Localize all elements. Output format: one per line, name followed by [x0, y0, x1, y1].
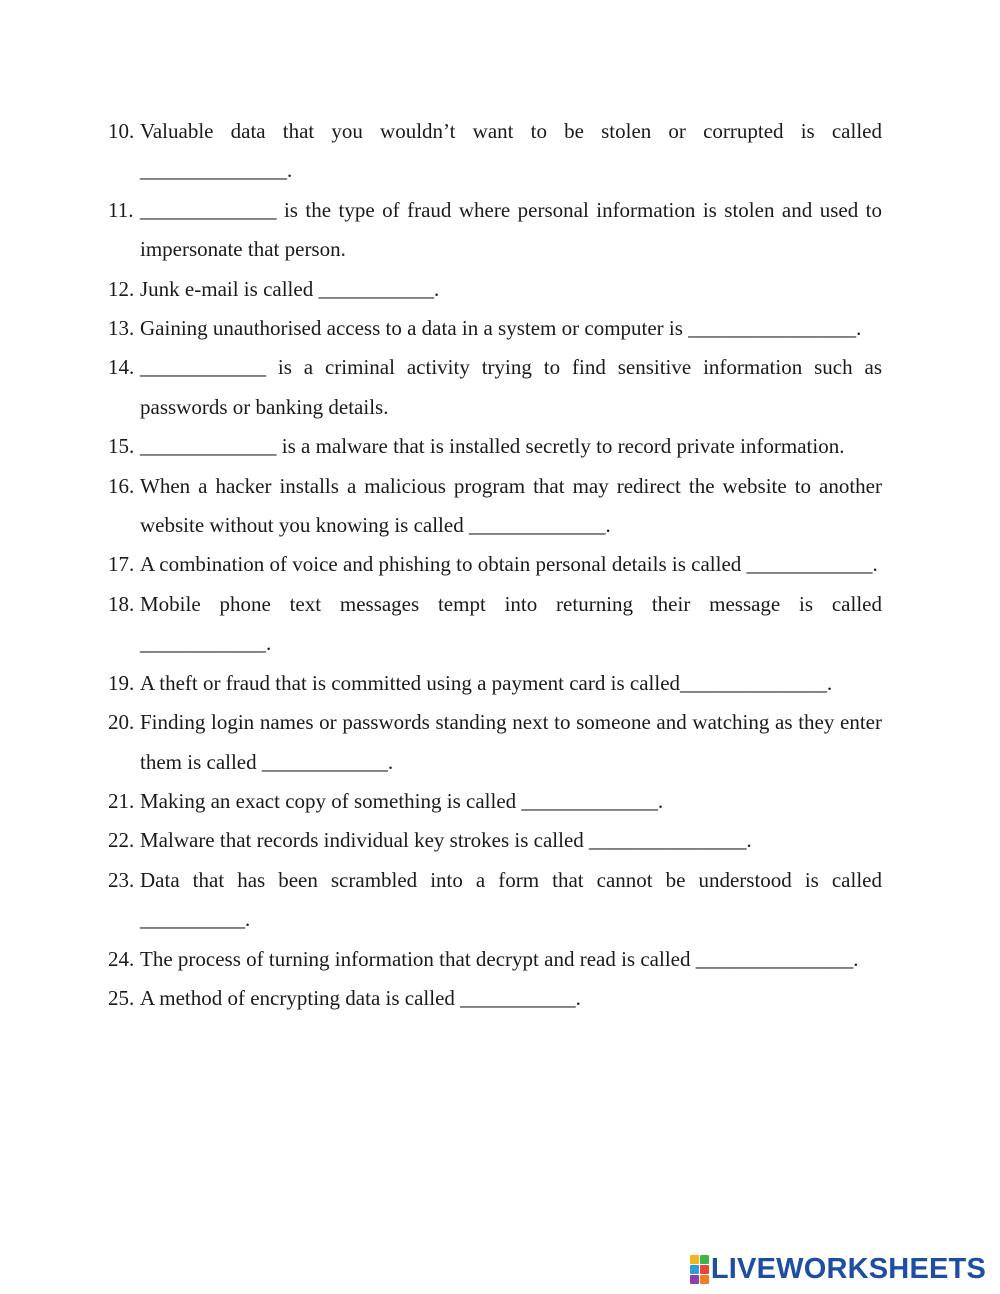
question-number: 14.: [108, 355, 135, 380]
question-item: [108, 782, 882, 821]
question-item: [108, 348, 882, 427]
question-text: Malware that records individual key strokes is called _______________.: [140, 828, 752, 853]
question-number: 16.: [108, 473, 135, 498]
question-number: 15.: [108, 434, 135, 459]
question-item: [108, 112, 882, 191]
question-item: [108, 821, 882, 860]
question-text: _____________ is the type of fraud where personal information is stolen and used to impersonate that person.: [140, 197, 882, 262]
question-text: Making an exact copy of something is called _____________.: [140, 788, 664, 813]
question-item: [108, 979, 882, 1018]
question-number: 12.: [108, 276, 135, 301]
question-text: ____________ is a criminal activity trying to find sensitive information such as passwords or banking details.: [140, 355, 882, 419]
question-text: Data that has been scrambled into a form that cannot be understood is called __________.: [140, 867, 882, 932]
question-number: 24.: [108, 946, 135, 971]
question-item: [108, 940, 882, 979]
logo-square: [700, 1265, 709, 1274]
question-text: When a hacker installs a malicious program that may redirect the website to another website without you knowing is called _____________.: [140, 473, 882, 538]
question-item: [108, 703, 882, 782]
question-text: Gaining unauthorised access to a data in a system or computer is ________________.: [140, 316, 862, 341]
question-item: [108, 309, 882, 348]
question-text: Mobile phone text messages tempt into returning their message is called ____________.: [140, 591, 882, 656]
question-number: 11.: [108, 197, 134, 222]
logo-square: [700, 1275, 709, 1284]
logo-square: [690, 1255, 699, 1264]
logo-square: [690, 1275, 699, 1284]
question-text: _____________ is a malware that is installed secretly to record private information.: [140, 434, 845, 459]
question-text: A method of encrypting data is called ___________.: [140, 985, 581, 1010]
logo-square: [700, 1255, 709, 1264]
liveworksheets-logo-icon: [690, 1255, 709, 1284]
question-text: A theft or fraud that is committed using a payment card is called______________.: [140, 670, 833, 695]
question-item: [108, 861, 882, 940]
logo-square: [690, 1265, 699, 1274]
question-item: [108, 545, 882, 584]
question-item: [108, 585, 882, 664]
question-number: 23.: [108, 867, 135, 892]
question-number: 20.: [108, 710, 135, 735]
question-text: A combination of voice and phishing to obtain personal details is called ____________.: [140, 552, 878, 577]
question-number: 13.: [108, 316, 135, 341]
question-text: Finding login names or passwords standing next to someone and watching as they enter them is called ____________.: [140, 710, 882, 774]
question-text: The process of turning information that decrypt and read is called _______________.: [140, 946, 859, 971]
question-item: [108, 191, 882, 270]
question-number: 10.: [108, 119, 135, 143]
brand-name: LIVEWORKSHEETS: [710, 1253, 986, 1285]
question-number: 22.: [108, 828, 135, 853]
question-number: 25.: [108, 985, 135, 1010]
footer: [690, 1254, 986, 1284]
question-number: 21.: [108, 788, 135, 813]
question-text: Valuable data that you wouldn’t want to be stolen or corrupted is called ______________.: [140, 119, 882, 183]
question-item: [108, 270, 882, 309]
question-text: Junk e-mail is called ___________.: [140, 276, 440, 301]
question-item: [108, 467, 882, 546]
question-list: [108, 112, 882, 1018]
question-number: 18.: [108, 591, 135, 616]
question-item: [108, 427, 882, 466]
question-number: 19.: [108, 670, 135, 695]
question-item: [108, 664, 882, 703]
question-number: 17.: [108, 552, 135, 577]
